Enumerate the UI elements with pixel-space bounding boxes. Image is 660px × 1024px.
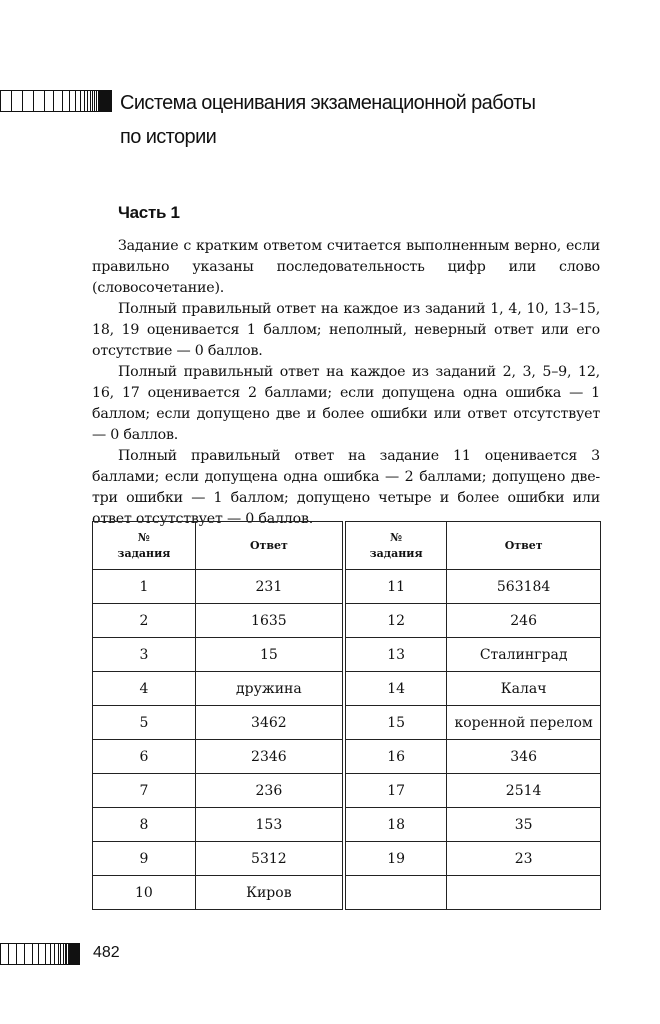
task-number-cell: 2 <box>93 604 196 638</box>
decorative-barcode-bar <box>0 943 80 965</box>
task-number-cell: 8 <box>93 808 196 842</box>
answers-table <box>92 521 601 910</box>
task-number-cell: 13 <box>344 638 447 672</box>
paragraph: Задание с кратким ответом считается выполненным верно, если правильно указаны последовательность цифр или слово (словосочетание). <box>92 238 600 296</box>
paragraph: Полный правильный ответ на задание 11 оценивается 3 баллами; если допущена одна ошибка — 2 баллами; допущено две-три ошибки — 1 баллом; допущено четыре и более ошибки или ответ отсутствует — 0 баллов. <box>92 448 600 527</box>
task-number-cell: 12 <box>344 604 447 638</box>
task-number-cell: 3 <box>93 638 196 672</box>
answer-cell: дружина <box>195 672 344 706</box>
answer-cell: 3462 <box>195 706 344 740</box>
answer-cell: коренной перелом <box>447 706 601 740</box>
table-header-row <box>93 522 601 570</box>
answer-cell: 5312 <box>195 842 344 876</box>
paragraph: Полный правильный ответ на каждое из заданий 1, 4, 10, 13–15, 18, 19 оценивается 1 баллом; неполный, неверный ответ или его отсутствие — 0 баллов. <box>92 301 600 359</box>
decorative-barcode-bar <box>0 90 112 112</box>
title-line: по истории <box>120 126 217 148</box>
answer-cell: 35 <box>447 808 601 842</box>
table-row <box>93 740 601 774</box>
header-task-number: № задания <box>344 522 447 570</box>
answer-cell: 346 <box>447 740 601 774</box>
table-row <box>93 604 601 638</box>
table-row <box>93 842 601 876</box>
answer-cell: Калач <box>447 672 601 706</box>
answer-cell: 2346 <box>195 740 344 774</box>
task-number-cell: 16 <box>344 740 447 774</box>
header-task-number: № задания <box>93 522 196 570</box>
title-line: Система оценивания экзаменационной работы <box>120 92 536 114</box>
task-number-cell: 1 <box>93 570 196 604</box>
page-title <box>120 86 535 154</box>
table-row <box>93 638 601 672</box>
answer-cell: 15 <box>195 638 344 672</box>
table-row <box>93 774 601 808</box>
task-number-cell: 11 <box>344 570 447 604</box>
table-row <box>93 672 601 706</box>
task-number-cell <box>344 876 447 910</box>
task-number-cell: 18 <box>344 808 447 842</box>
table-row <box>93 570 601 604</box>
task-number-cell: 7 <box>93 774 196 808</box>
answer-cell: 23 <box>447 842 601 876</box>
task-number-cell: 9 <box>93 842 196 876</box>
answer-cell: Сталинград <box>447 638 601 672</box>
header-answer: Ответ <box>195 522 344 570</box>
task-number-cell: 6 <box>93 740 196 774</box>
task-number-cell: 4 <box>93 672 196 706</box>
answer-cell: 231 <box>195 570 344 604</box>
answer-cell: 1635 <box>195 604 344 638</box>
task-number-cell: 15 <box>344 706 447 740</box>
answer-cell: 246 <box>447 604 601 638</box>
paragraph: Полный правильный ответ на каждое из заданий 2, 3, 5–9, 12, 16, 17 оценивается 2 баллами; если допущена одна ошибка — 1 баллом; если допущено две и более ошибки или ответ отсутствует — 0 баллов. <box>92 364 600 443</box>
header-answer: Ответ <box>447 522 601 570</box>
task-number-cell: 17 <box>344 774 447 808</box>
table-row <box>93 706 601 740</box>
answer-cell: 563184 <box>447 570 601 604</box>
task-number-cell: 10 <box>93 876 196 910</box>
answer-cell: 153 <box>195 808 344 842</box>
answer-cell: 236 <box>195 774 344 808</box>
table-row <box>93 876 601 910</box>
body-text <box>92 236 600 530</box>
answer-cell: 2514 <box>447 774 601 808</box>
table-row <box>93 808 601 842</box>
section-heading: Часть 1 <box>118 203 180 222</box>
task-number-cell: 5 <box>93 706 196 740</box>
page-number: 482 <box>93 944 120 961</box>
answer-cell: Киров <box>195 876 344 910</box>
answer-cell <box>447 876 601 910</box>
task-number-cell: 14 <box>344 672 447 706</box>
task-number-cell: 19 <box>344 842 447 876</box>
